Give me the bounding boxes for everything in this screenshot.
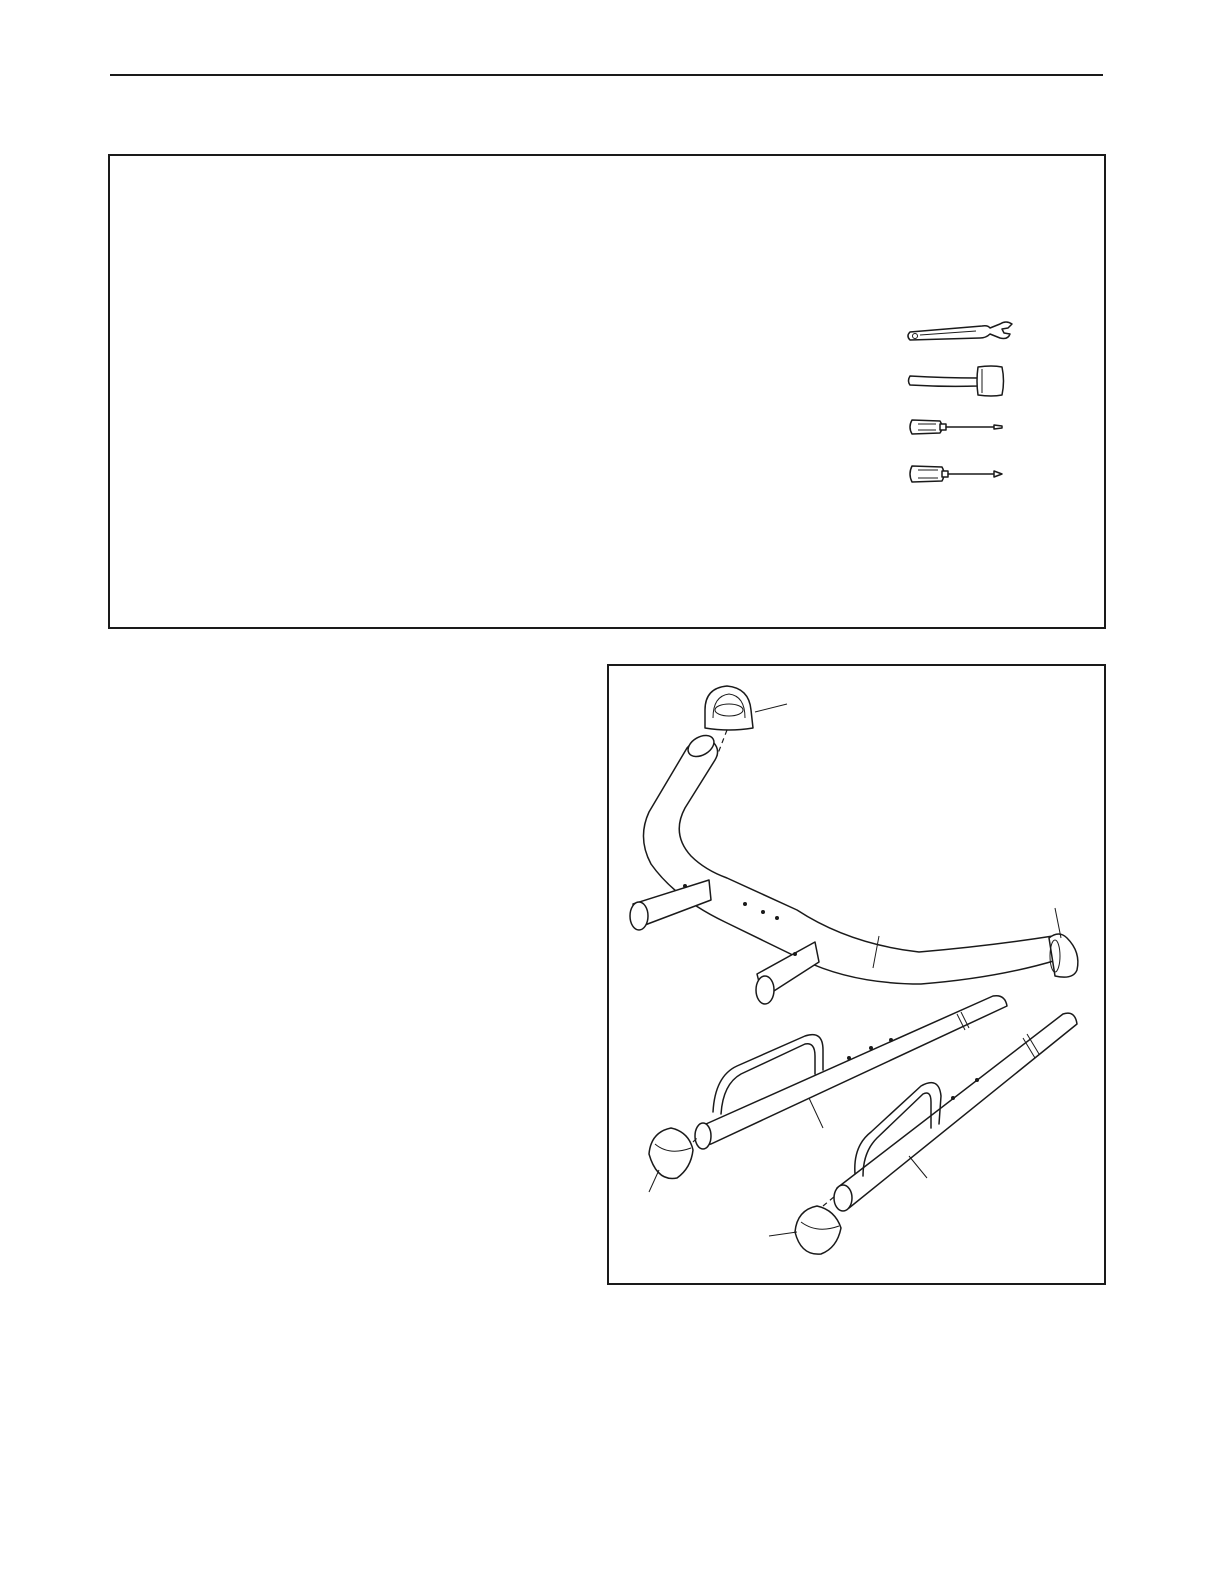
leg-right-icon <box>834 1013 1077 1211</box>
foot-cap-right-icon <box>769 1196 841 1254</box>
leg-left-icon <box>695 996 1007 1149</box>
flat-screwdriver-icon <box>904 407 1014 447</box>
assembly-figure <box>607 664 1106 1285</box>
header-rule <box>110 74 1103 76</box>
rubber-mallet-icon <box>904 361 1014 401</box>
end-cap-top-icon <box>705 686 787 756</box>
tools-box <box>108 154 1106 629</box>
adjustable-wrench-icon <box>904 316 1014 356</box>
front-stabilizer-icon <box>630 731 1057 1004</box>
end-cap-right-icon <box>1049 908 1078 977</box>
foot-cap-left-icon <box>649 1128 699 1192</box>
phillips-screwdriver-icon <box>904 454 1014 494</box>
